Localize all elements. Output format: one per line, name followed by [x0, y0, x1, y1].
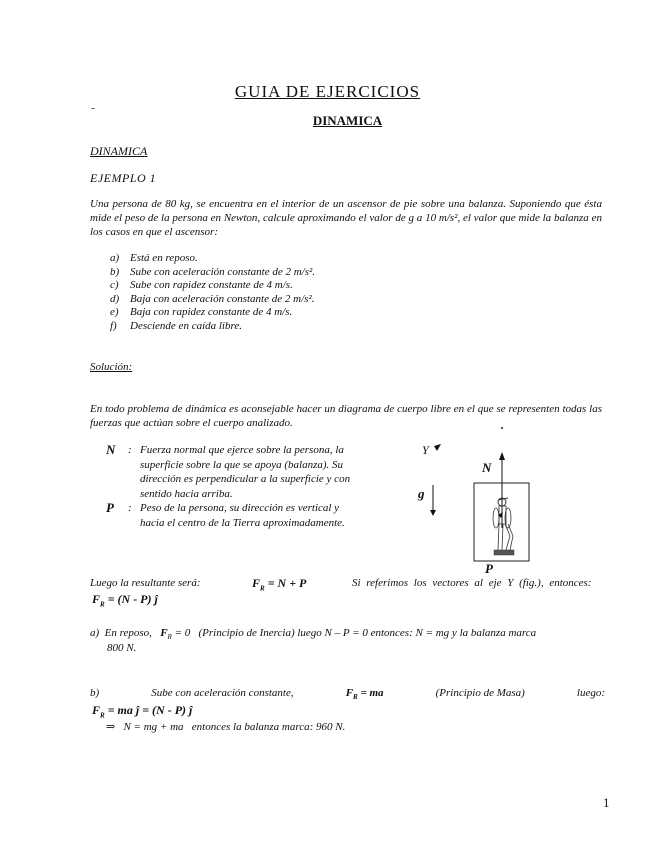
case-label: a) [90, 627, 100, 639]
case-item [110, 266, 315, 280]
document-subtitle: DINAMICA [312, 113, 383, 128]
eq-subscript: R [353, 693, 358, 702]
case-a-solution [90, 627, 605, 641]
definition-text: Peso de la persona, su dirección es vertical y hacia el centro de la Tierra aproximadamente. [140, 502, 345, 529]
case-b-equation-2: $F_R$ = ma ĵ = (N - P) ĵ [92, 703, 193, 720]
eq-subscript: R [167, 633, 172, 642]
case-label: d) [110, 292, 120, 305]
svg-text:N: N [482, 460, 492, 475]
definition-colon: : [128, 502, 132, 514]
refer-text: Si referimos los vectores al eje Y (fig.), entonces: [352, 577, 592, 589]
case-text: Sube con aceleración constante de 2 m/s². [130, 265, 316, 278]
eq-symbol: F [252, 576, 261, 590]
vector-equation [92, 592, 158, 608]
eq-rhs: N = mg + ma [123, 721, 184, 733]
case-text: Desciende en caída libre. [130, 319, 242, 332]
case-label: b) [90, 687, 100, 699]
case-item [110, 293, 315, 307]
solution-heading: Solución: [90, 361, 133, 373]
definition-symbol: N [106, 442, 116, 457]
case-label: c) [110, 279, 119, 292]
case-label: e) [110, 306, 119, 319]
free-body-diagram [400, 420, 540, 580]
eq-subscript: R [100, 600, 105, 609]
implies-icon: ⇒ [106, 721, 116, 733]
definition-text: Fuerza normal que ejerce sobre la persona, la superficie sobre la que se apoya (balanza). Su dirección es perpendicular a la superficie y con sentido hacia arriba. [140, 444, 351, 500]
case-a-result: 800 N. [107, 642, 137, 654]
case-b-conclusion [106, 720, 345, 733]
eq-subscript: R [100, 711, 105, 720]
case-label: f) [110, 319, 117, 332]
margin-mark [91, 108, 95, 109]
definition-symbol: P [106, 500, 114, 515]
page-number: 1 [603, 795, 610, 810]
case-item [110, 306, 315, 320]
force-definitions [106, 443, 366, 530]
case-text: Está en reposo. [130, 252, 198, 264]
section-heading: DINAMICA [90, 144, 148, 158]
eq-rhs: = 0 [171, 627, 191, 639]
eq-rhs: = ma ĵ = (N - P) ĵ [104, 703, 193, 717]
eq-rhs: = N + P [264, 576, 307, 590]
case-list [110, 252, 315, 334]
svg-text:P: P [485, 561, 493, 576]
case-label: b) [110, 265, 120, 278]
problem-statement: Una persona de 80 kg, se encuentra en el interior de un ascensor de pie sobre una balanza. Suponiendo que ésta mide el peso de la persona en Newton, calcule aproximando el valor de g a 10 m/s², el valor que mide la balanza en los casos en que el ascensor: [90, 198, 602, 238]
eq-rhs: = ma [357, 687, 384, 699]
definition-weight [106, 501, 366, 530]
case-label: a) [110, 252, 120, 264]
elevator-figure-icon [400, 420, 540, 580]
case-text: (Principio de Masa) [435, 687, 525, 699]
case-item [110, 252, 315, 266]
solution-intro: En todo problema de dinámica es aconsejable hacer un diagrama de cuerpo libre en el que se representen todas las fuerzas que actúan sobre el cuerpo analizado. [90, 403, 602, 429]
case-b-solution [90, 687, 605, 701]
case-b-equation: $F_R$ = ma [345, 687, 384, 702]
case-item [110, 279, 315, 293]
svg-text:g: g [418, 486, 425, 501]
definition-normal [106, 443, 366, 501]
eq-subscript: R [260, 584, 265, 593]
eq-rhs: = (N - P) ĵ [104, 592, 158, 606]
definition-colon: : [128, 444, 132, 456]
eq-symbol: F [160, 627, 168, 639]
case-text: Sube con aceleración constante, [151, 687, 294, 699]
case-text: Baja con rapidez constante de 4 m/s. [130, 306, 293, 319]
resultant-text: Luego la resultante será: [90, 577, 201, 589]
case-text: (Principio de Inercia) luego N – P = 0 entonces: N = mg y la balanza marca [198, 627, 537, 639]
axis-label: Y [422, 443, 429, 457]
case-text: Sube con rapidez constante de 4 m/s. [130, 279, 293, 292]
case-item [110, 320, 315, 334]
example-heading: EJEMPLO 1 [90, 171, 157, 185]
resultant-equation [252, 576, 306, 592]
case-text: Baja con aceleración constante de 2 m/s². [130, 292, 315, 305]
case-text: luego: [576, 687, 605, 699]
case-text: entonces la balanza marca: 960 N. [191, 721, 346, 733]
eq-symbol: F [92, 592, 101, 606]
document-title: GUIA DE EJERCICIOS [234, 82, 421, 101]
case-text: En reposo, [104, 627, 152, 639]
